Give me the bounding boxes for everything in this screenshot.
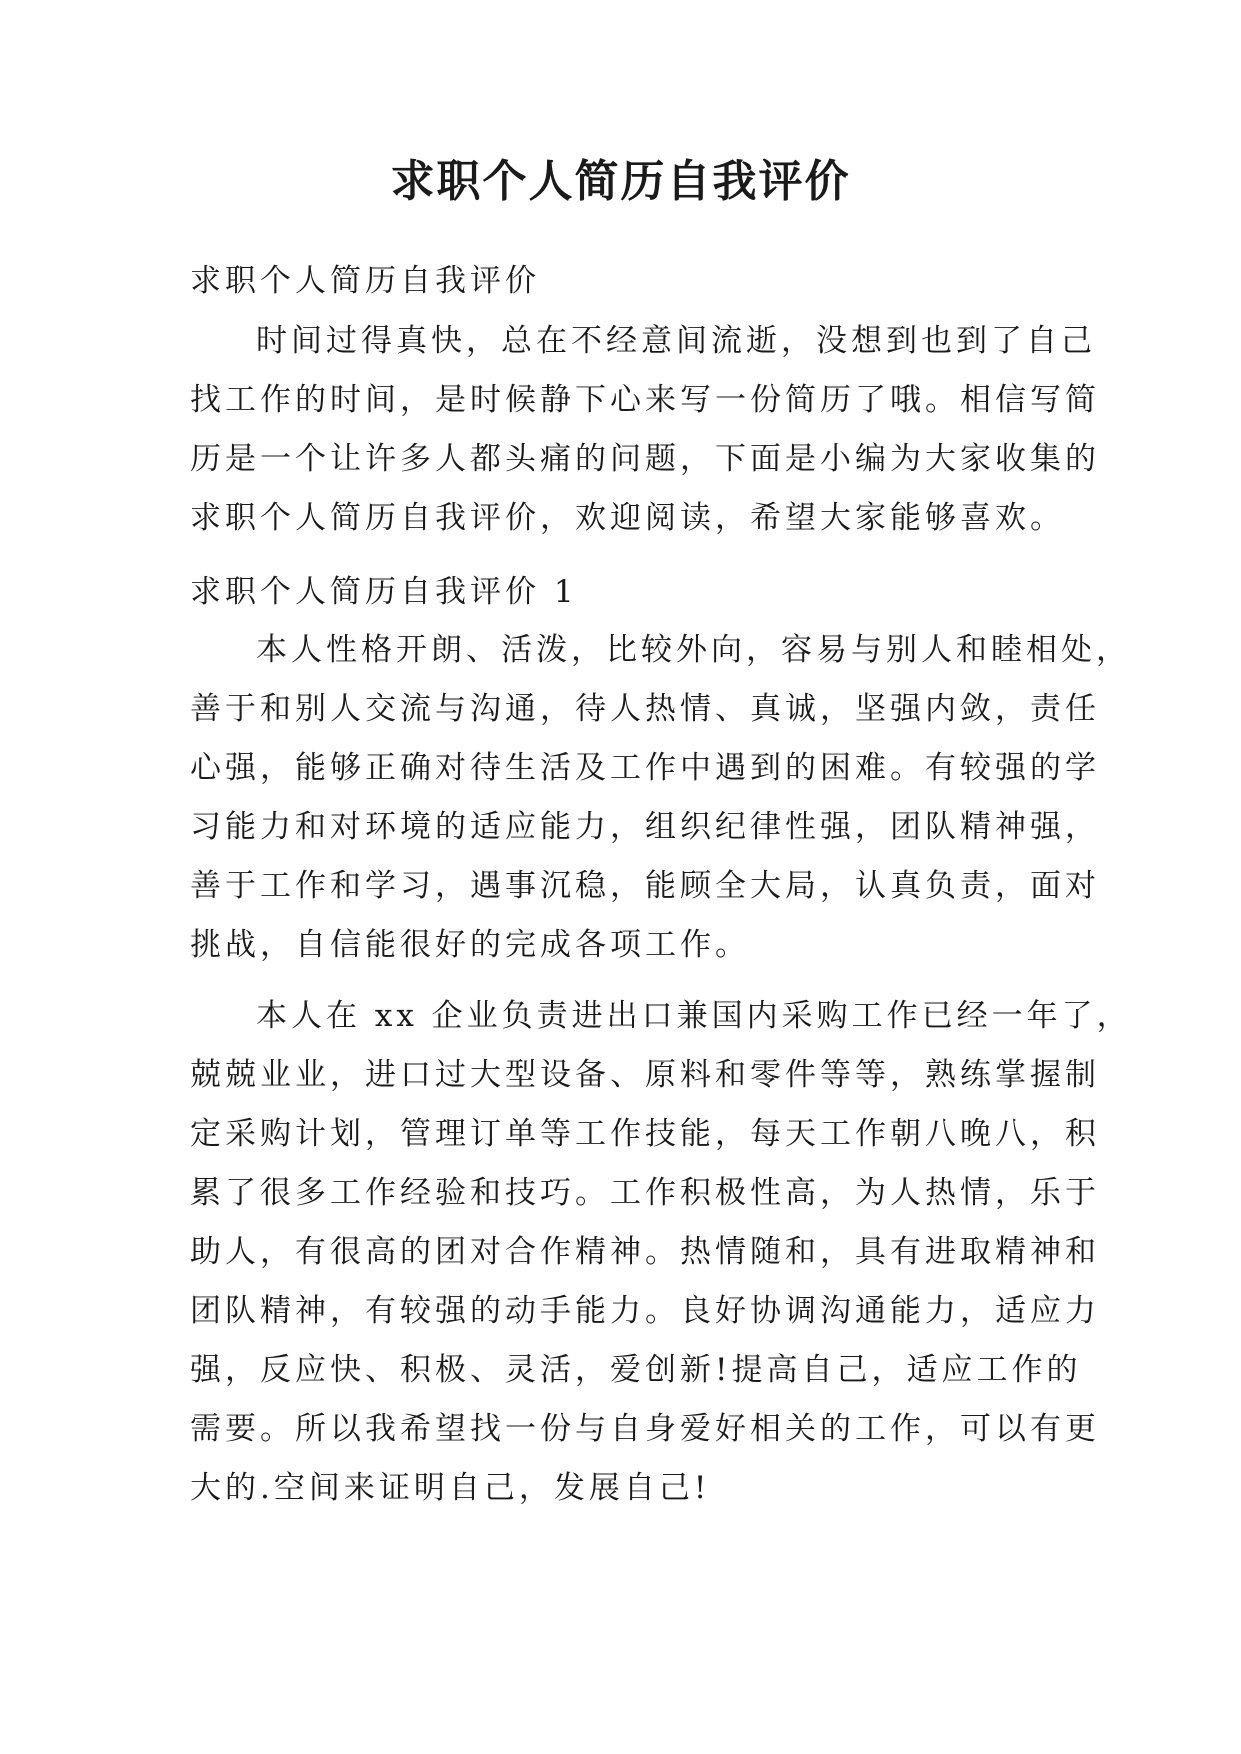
paragraph-1-line: 挑战，自信能很好的完成各项工作。 [190,927,750,963]
paragraph-1-line: 心强，能够正确对待生活及工作中遇到的困难。有较强的学 [190,750,1100,786]
paragraph-2-line: 累了很多工作经验和技巧。工作积极性高，为人热情，乐于 [190,1175,1100,1211]
intro-line: 历是一个让许多人都头痛的问题，下面是小编为大家收集的 [190,441,1100,477]
document-title: 求职个人简历自我评价 [390,156,851,207]
intro-line: 求职个人简历自我评价，欢迎阅读，希望大家能够喜欢。 [190,500,1065,536]
intro-paragraph [190,312,1100,548]
paragraph-2 [190,987,1132,1518]
paragraph-2-line: 兢兢业业，进口过大型设备、原料和零件等等，熟练掌握制 [190,1057,1100,1093]
paragraph-2-line: 助人，有很高的团对合作精神。热情随和，具有进取精神和 [190,1234,1100,1270]
paragraph-2-line: 定采购计划，管理订单等工作技能，每天工作朝八晚八，积 [190,1116,1100,1152]
paragraph-2-line: 本人在 xx 企业负责进出口兼国内采购工作已经一年了， [256,998,1132,1034]
paragraph-1-line: 习能力和对环境的适应能力，组织纪律性强，团队精神强， [190,809,1100,845]
paragraph-2-line: 团队精神，有较强的动手能力。良好协调沟通能力，适应力 [190,1293,1100,1329]
paragraph-1-line: 善于工作和学习，遇事沉稳，能顾全大局，认真负责，面对 [190,868,1100,904]
paragraph-2-line: 大的.空间来证明自己，发展自己! [190,1470,711,1506]
paragraph-1-line: 善于和别人交流与沟通，待人热情、真诚，坚强内敛，责任 [190,691,1100,727]
paragraph-2-line: 强，反应快、积极、灵活，爱创新!提高自己，适应工作的 [190,1352,1082,1388]
section1-heading: 求职个人简历自我评价 1 [190,574,578,610]
intro-line: 找工作的时间，是时候静下心来写一份简历了哦。相信写简 [190,382,1100,418]
paragraph-1-line: 本人性格开朗、活泼，比较外向，容易与别人和睦相处， [256,632,1131,668]
intro-heading: 求职个人简历自我评价 [190,263,540,299]
paragraph-2-line: 需要。所以我希望找一份与自身爱好相关的工作，可以有更 [190,1411,1100,1447]
paragraph-1 [190,621,1131,975]
intro-line: 时间过得真快，总在不经意间流逝，没想到也到了自己 [256,323,1096,359]
